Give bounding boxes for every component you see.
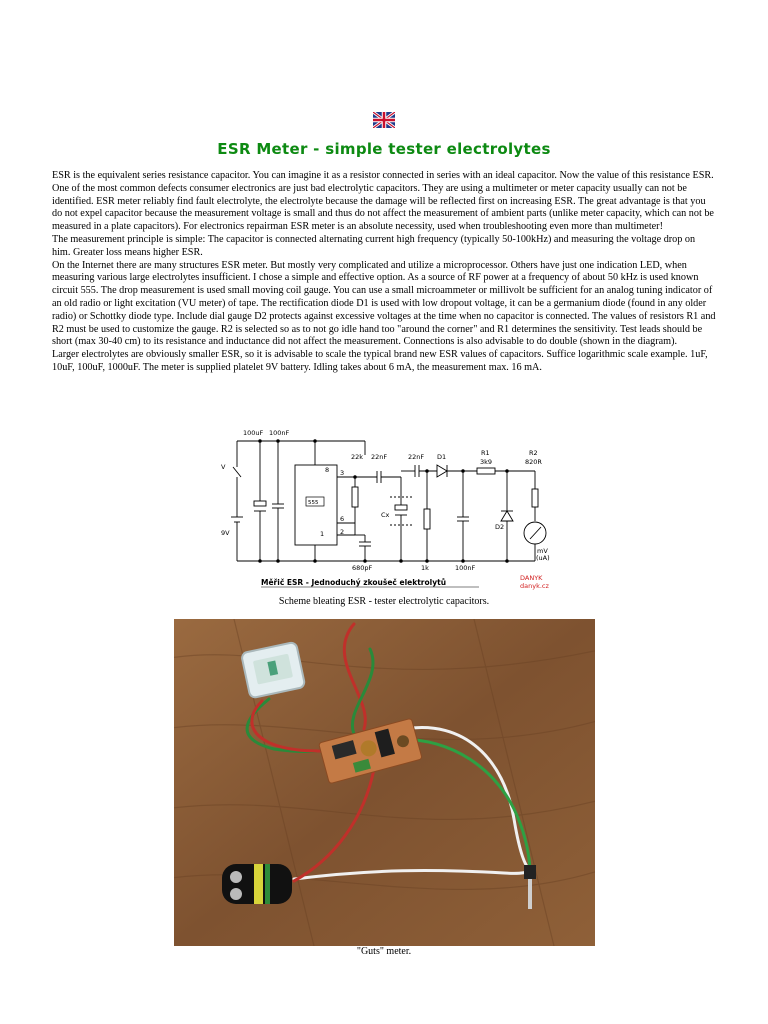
label-22k: 22k <box>351 453 364 461</box>
paragraph: The measurement principle is simple: The capacitor is connected alternating current high frequency (typically 50-100kHz) and measuring the voltage drop on him. Greater loss means higher ESR. <box>52 233 696 258</box>
label-pin1: 1 <box>320 530 325 538</box>
label-meter-ua: (uA) <box>536 554 550 562</box>
label-d1: D1 <box>437 453 447 461</box>
label-pin8: 8 <box>325 466 330 474</box>
label-22nf-a: 22nF <box>371 453 388 461</box>
label-9v: 9V <box>221 529 230 537</box>
label-100nf-bottom: 100nF <box>455 564 476 572</box>
paragraph: On the Internet there are many structures ESR meter. But mostly very complicated and utilize a microprocessor. Others have just one indication LED, when measuring various large electrolytes insufficient. I chose a simple and effective option. As a source of RF power at a frequency of about 50 kHz is used known circuit 555. The drop measurement is used small moving coil gauge. You can use a small microammeter or millivolt be sufficient for an analog tuning indicator of an old radio or light excitation (VU meter) of tape. The rectification diode D1 is used with low dropout voltage, it can be a germanium diode (found in any older radio) or Schottky diode type. Include dial gauge D2 protects against excessive voltages at the time when no capacitor is connected. The values of resistors R1 and R2 must be used to customize the gauge. R2 is selected so as to not go idle hand too "around the corner" and R1 determines the sensitivity. Test leads should be short (max 30-40 cm) to its resistance and inductance did not affect the measurement. Connections is also advisable to do double (shown in the diagram). <box>52 259 716 348</box>
schematic-caption: Scheme bleating ESR - tester electrolytic capacitors. <box>278 596 490 607</box>
schematic-author: DANYK <box>520 574 543 582</box>
uk-flag-icon[interactable] <box>373 112 395 128</box>
label-r1-value: 3k9 <box>480 458 493 466</box>
label-cx: Cx <box>381 511 390 519</box>
paragraph: One of the most common defects consumer electronics are just bad electrolytic capacitors. They are using a multimeter or meter capacity usually can not be identified. ESR meter reliably find fault electrolyte, the electrolyte because the damage will be reflected first on increasing ESR. The great advantage is that you do not expel capacitor because the measurement voltage is small and thus do not affect the measurement of ambient parts (unlike meter capacity, which can not be measured in a plate capacitors). For electronics repairman ESR meter is an absolute necessity, used when troubleshooting even more than multimeter! <box>52 182 714 233</box>
label-pin2: 2 <box>340 528 345 536</box>
article-body <box>52 170 716 375</box>
ic-label: 555 <box>308 500 319 506</box>
label-22nf-b: 22nF <box>408 453 425 461</box>
label-pin3: 3 <box>340 469 345 477</box>
schematic-title: Měřič ESR - Jednoduchý zkoušeč elektrolytů <box>261 578 447 587</box>
label-pin6: 6 <box>340 515 345 523</box>
paragraph: Larger electrolytes are obviously smaller ESR, so it is advisable to scale the typical brand new ESR values of capacitors. Suffice logarithmic scale example. 1uF, 10uF, 100uF, 1000uF. The meter is supplied platelet 9V battery. Idling takes about 6 mA, the measurement max. 16 mA. <box>52 349 708 373</box>
label-680pf: 680pF <box>352 564 373 572</box>
label-meter-mv: mV <box>537 547 548 555</box>
label-100uf: 100uF <box>243 429 264 437</box>
label-d2: D2 <box>495 523 505 531</box>
esr-meter-schematic <box>205 425 563 593</box>
label-switch: V <box>221 463 226 471</box>
label-100nf-top: 100nF <box>269 429 290 437</box>
paragraph: ESR is the equivalent series resistance capacitor. You can imagine it as a resistor connected in series with an ideal capacitor. Now the value of this resistance ESR. <box>52 170 714 181</box>
label-r2-value: 820R <box>525 458 542 466</box>
photo-caption: "Guts" meter. <box>356 946 412 957</box>
label-r2: R2 <box>529 449 538 457</box>
label-1k: 1k <box>421 564 429 572</box>
label-r1: R1 <box>481 449 490 457</box>
page-title: ESR Meter - simple tester electrolytes <box>217 140 551 158</box>
device-photo <box>174 619 595 946</box>
schematic-site: danyk.cz <box>520 582 549 590</box>
